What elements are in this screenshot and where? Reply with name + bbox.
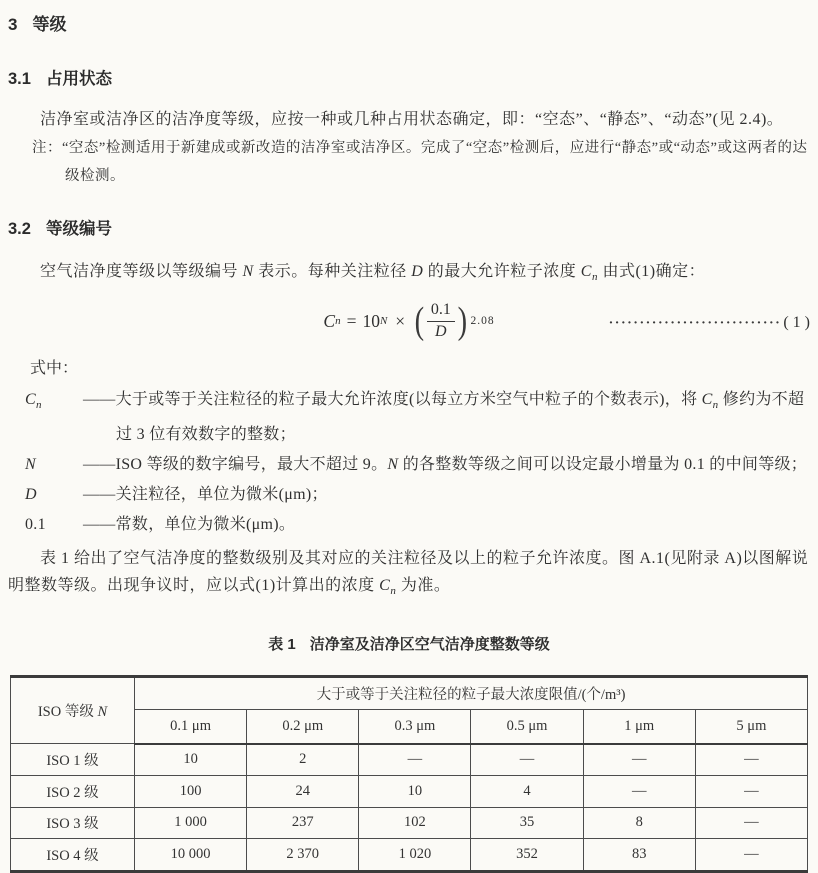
section-3-title: 等级 bbox=[32, 15, 67, 34]
table-caption-title: 洁净室及洁净区空气洁净度整数等级 bbox=[309, 635, 550, 653]
table-cell: 10 bbox=[359, 776, 471, 808]
row-label: ISO 3 级 bbox=[11, 807, 135, 839]
column-header-size: 0.2 μm bbox=[247, 709, 359, 744]
section-3-heading bbox=[8, 10, 810, 35]
table-row-iso2 bbox=[11, 776, 808, 808]
column-header-size: 5 μm bbox=[695, 709, 807, 744]
fraction-denominator: D bbox=[435, 322, 447, 340]
column-header-size: 0.1 μm bbox=[135, 709, 247, 744]
section-3-2-title: 等级编号 bbox=[45, 220, 112, 238]
equation-lhs: C bbox=[323, 310, 336, 331]
equation-expression: C n = 10 N × ( $\frac{0.1}{D}$ ) 2.08 bbox=[323, 300, 495, 343]
variable-C: C bbox=[580, 263, 592, 280]
definition-symbol: D bbox=[25, 486, 37, 504]
table-cell: 1 020 bbox=[359, 839, 471, 872]
column-header-size: 0.5 μm bbox=[471, 709, 583, 744]
table-cell: — bbox=[695, 839, 807, 872]
section-3-2-number: 3.2 bbox=[8, 220, 31, 238]
definition-symbol: 0.1 bbox=[25, 516, 46, 534]
open-paren: ( bbox=[414, 300, 425, 343]
close-paren: ) bbox=[457, 300, 467, 343]
table-cell: 2 bbox=[247, 744, 359, 776]
definition-symbol: $C_n$ bbox=[25, 391, 42, 412]
table-row-iso3 bbox=[11, 807, 808, 839]
definition-text: ——大于或等于关注粒径的粒子最大允许浓度(以每立方米空气中粒子的个数表示)，将 $C_n$ 修约为不超过 3 位有效数字的整数； bbox=[83, 391, 805, 444]
paragraph-occupancy: 洁净室或洁净区的洁净度等级，应按一种或几种占用状态确定，即：“空态”、“静态”、“动态”(见 2.4)。 bbox=[40, 111, 784, 128]
multiply-sign: × bbox=[395, 310, 406, 331]
table-cell: — bbox=[471, 744, 583, 776]
table-cell: — bbox=[583, 744, 695, 776]
cleanliness-class-table bbox=[10, 675, 808, 873]
definition-text: ——关注粒径，单位为微米(μm)； bbox=[83, 486, 328, 504]
definition-Cn bbox=[25, 385, 810, 450]
note-block bbox=[32, 134, 810, 190]
table-cell: 10 bbox=[135, 744, 247, 776]
section-3-1-number: 3.1 bbox=[8, 70, 31, 88]
paragraph-class-number: 空气洁净度等级以等级编号 N 表示。每种关注粒径 D 的最大允许粒子浓度 $C_n$ 由式(1)确定： bbox=[40, 263, 706, 284]
definition-text: ——常数，单位为微米(μm)。 bbox=[83, 516, 296, 534]
table-cell: — bbox=[695, 744, 807, 776]
table-cell: 24 bbox=[247, 776, 359, 808]
section-3-1-heading bbox=[8, 65, 810, 89]
equation-exponent-N: N bbox=[379, 315, 388, 328]
equation-number: ( 1 ) bbox=[783, 313, 810, 331]
column-header-size: 1 μm bbox=[583, 709, 695, 744]
definition-symbol: N bbox=[25, 456, 36, 474]
note-label: 注： bbox=[32, 140, 62, 156]
section-3-number: 3 bbox=[8, 15, 18, 34]
table-cell: 2 370 bbox=[247, 839, 359, 872]
table-cell: 8 bbox=[583, 807, 695, 839]
table-cell: — bbox=[695, 807, 807, 839]
table-cell: 4 bbox=[471, 776, 583, 808]
definition-text: ——ISO 等级的数字编号，最大不超过 9。N 的各整数等级之间可以设定最小增量为 0.1 的中间等级； bbox=[83, 456, 808, 474]
variable-N: N bbox=[242, 263, 254, 280]
column-header-concentration-limit: 大于或等于关注粒径的粒子最大浓度限值/(个/m³) bbox=[135, 676, 808, 709]
table-cell: — bbox=[695, 776, 807, 808]
column-header-size: 0.3 μm bbox=[359, 709, 471, 744]
table-cell: 10 000 bbox=[135, 839, 247, 872]
table-header-row bbox=[11, 676, 808, 709]
table-cell: 352 bbox=[471, 839, 583, 872]
table-cell: 102 bbox=[359, 807, 471, 839]
where-label: 式中： bbox=[30, 360, 79, 378]
equation-1 bbox=[8, 293, 810, 349]
note-text: “空态”检测适用于新建成或新改造的洁净室或洁净区。完成了“空态”检测后，应进行“静态”或“动态”或这两者的达级检测。 bbox=[62, 140, 808, 184]
section-3-1-title: 占用状态 bbox=[45, 70, 112, 88]
row-label: ISO 2 级 bbox=[11, 776, 135, 808]
fraction bbox=[427, 301, 455, 341]
row-label: ISO 4 级 bbox=[11, 839, 135, 872]
definition-N bbox=[25, 450, 810, 480]
table-caption bbox=[8, 633, 810, 654]
table-cell: 83 bbox=[583, 839, 695, 872]
equation-leader bbox=[495, 311, 810, 332]
table-cell: 237 bbox=[247, 807, 359, 839]
definition-0-1 bbox=[25, 510, 810, 540]
section-3-2-heading bbox=[8, 215, 810, 239]
equation-power: 2.08 bbox=[470, 315, 495, 328]
definition-D bbox=[25, 480, 810, 510]
column-header-iso-class: ISO 等级 N bbox=[11, 676, 135, 744]
table-caption-number: 表 1 bbox=[268, 635, 296, 653]
table-cell: — bbox=[583, 776, 695, 808]
row-label: ISO 1 级 bbox=[11, 744, 135, 776]
table-row-iso4 bbox=[11, 839, 808, 872]
leader-dots: ···························· bbox=[608, 315, 782, 331]
paragraph-table-intro: 表 1 给出了空气洁净度的整数级别及其对应的关注粒径及以上的粒子允许浓度。图 A.1(见附录 A)以图解说明整数等级。出现争议时，应以式(1)计算出的浓度 $C_n$ 为准。 bbox=[8, 550, 809, 598]
variable-D: D bbox=[411, 263, 424, 280]
equation-base: 10 bbox=[362, 310, 380, 331]
table-cell: — bbox=[359, 744, 471, 776]
fraction-numerator: 0.1 bbox=[427, 301, 455, 321]
table-cell: 100 bbox=[135, 776, 247, 808]
table-cell: 35 bbox=[471, 807, 583, 839]
table-cell: 1 000 bbox=[135, 807, 247, 839]
table-row-iso1 bbox=[11, 744, 808, 776]
